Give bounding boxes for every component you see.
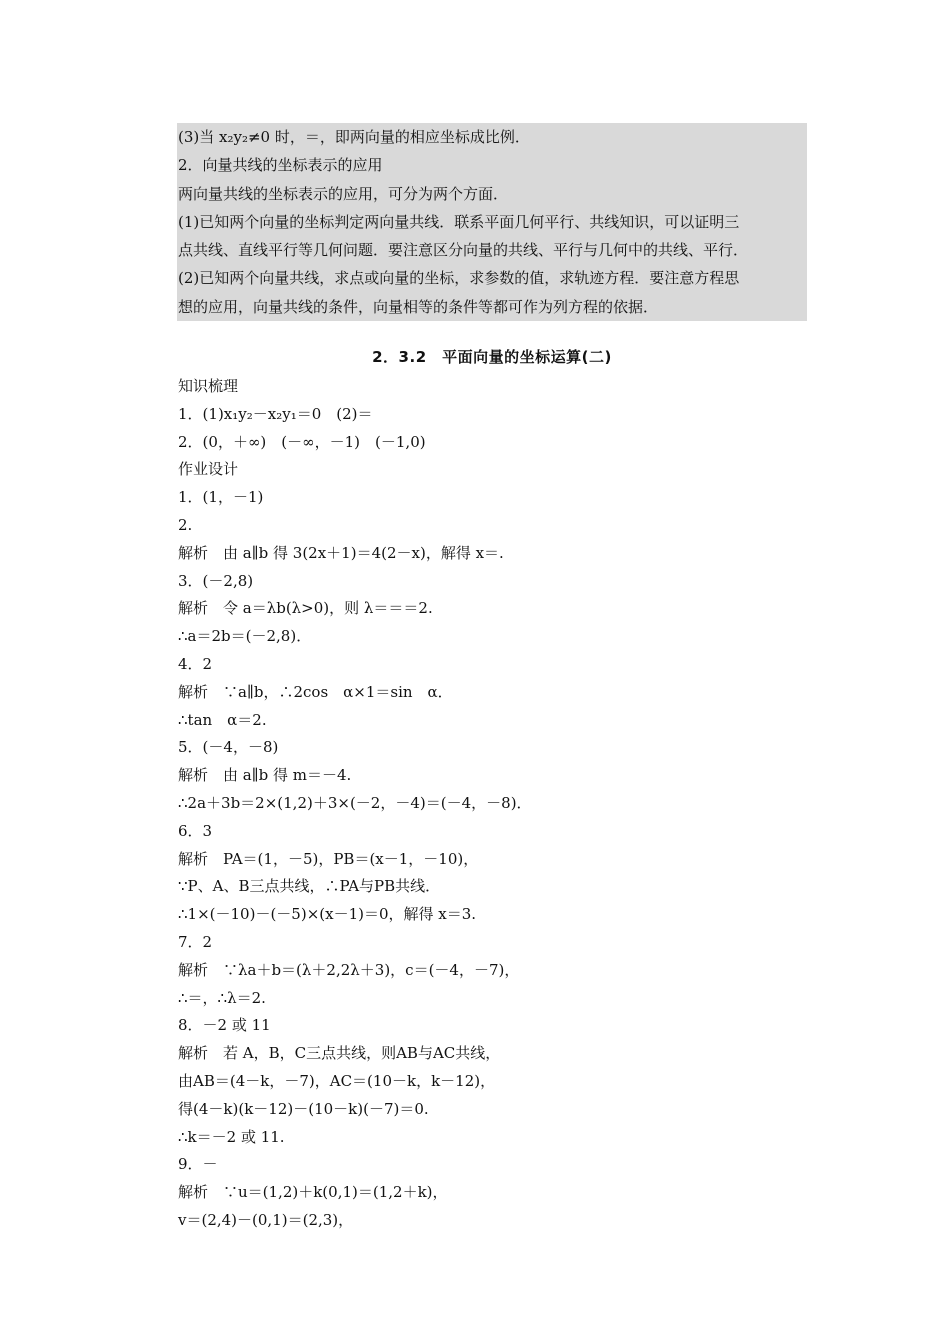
analysis-line: 解析 由 a∥b 得 3(2x＋1)＝4(2－x)，解得 x＝. bbox=[178, 543, 504, 562]
analysis-line: 解析 ∵u＝(1,2)＋k(0,1)＝(1,2＋k)， bbox=[178, 1183, 448, 1202]
answer-line: 1．(1，－1) bbox=[178, 488, 264, 507]
analysis-line: 解析 ∵a∥b，∴2cos α×1＝sin α． bbox=[178, 682, 453, 701]
analysis-line: 解析 ∵λa＋b＝(λ＋2,2λ＋3)，c＝(－4，－7)， bbox=[178, 960, 520, 979]
analysis-line: 解析 由 a∥b 得 m＝－4. bbox=[178, 766, 352, 785]
analysis-line: ∴k＝－2 或 11. bbox=[178, 1127, 285, 1146]
answer-line: 8．－2 或 11 bbox=[178, 1016, 271, 1035]
heading-knowledge: 知识梳理 bbox=[178, 377, 239, 396]
body-line: 1．(1)x₁y₂－x₂y₁＝0 (2)＝ bbox=[178, 404, 373, 423]
section-title: 2．3.2 平面向量的坐标运算(二) bbox=[372, 348, 612, 367]
analysis-line: 解析 若 A，B，C三点共线，则AB与AC共线， bbox=[178, 1044, 501, 1063]
analysis-line: ∴2a＋3b＝2×(1,2)＋3×(－2，－4)＝(－4，－8)． bbox=[178, 794, 532, 813]
analysis-line: 解析 PA＝(1，－5)，PB＝(x－1，－10)， bbox=[178, 849, 479, 868]
analysis-line: 得(4－k)(k－12)－(10－k)(－7)＝0. bbox=[178, 1099, 429, 1118]
summary-line: (3)当 x₂y₂≠0 时，＝，即两向量的相应坐标成比例． bbox=[178, 128, 530, 146]
summary-line: 两向量共线的坐标表示的应用，可分为两个方面． bbox=[178, 184, 509, 203]
summary-line: 想的应用，向量共线的条件，向量相等的条件等都可作为列方程的依据． bbox=[178, 297, 659, 316]
document-page bbox=[177, 123, 807, 1235]
answer-body bbox=[177, 373, 807, 1235]
answer-line: 6．3 bbox=[178, 821, 213, 840]
body-line: 2．(0，＋∞) (－∞，－1) (－1,0) bbox=[178, 432, 426, 451]
highlighted-summary-block bbox=[177, 123, 807, 321]
analysis-line: ∴＝，∴λ＝2. bbox=[178, 988, 266, 1007]
summary-line: 点共线、直线平行等几何问题．要注意区分向量的共线、平行与几何中的共线、平行． bbox=[178, 241, 749, 260]
summary-line: 2．向量共线的坐标表示的应用 bbox=[178, 156, 383, 175]
answer-line: 7．2 bbox=[178, 933, 213, 952]
analysis-line: ∴a＝2b＝(－2,8)． bbox=[178, 627, 312, 646]
summary-line: (1)已知两个向量的坐标判定两向量共线．联系平面几何平行、共线知识，可以证明三 bbox=[178, 212, 740, 231]
heading-homework: 作业设计 bbox=[178, 460, 239, 479]
analysis-line: ∴1×(－10)－(－5)×(x－1)＝0，解得 x＝3. bbox=[178, 905, 477, 924]
analysis-line: 由AB＝(4－k，－7)，AC＝(10－k，k－12)， bbox=[178, 1072, 496, 1090]
answer-line: 3．(－2,8) bbox=[178, 571, 254, 590]
answer-line: 5．(－4，－8) bbox=[178, 738, 279, 757]
analysis-line: ∴tan α＝2. bbox=[178, 710, 267, 729]
answer-line: 4．2 bbox=[178, 655, 213, 674]
answer-line: 9．－ bbox=[178, 1155, 218, 1174]
answer-line: 2. bbox=[178, 516, 193, 535]
analysis-line: 解析 令 a＝λb(λ>0)，则 λ＝＝＝2. bbox=[178, 599, 433, 618]
analysis-line: v＝(2,4)－(0,1)＝(2,3)， bbox=[178, 1210, 354, 1229]
analysis-line: ∵P、A、B三点共线，∴PA与PB共线． bbox=[178, 877, 441, 896]
summary-line: (2)已知两个向量共线，求点或向量的坐标，求参数的值，求轨迹方程．要注意方程思 bbox=[178, 269, 740, 288]
